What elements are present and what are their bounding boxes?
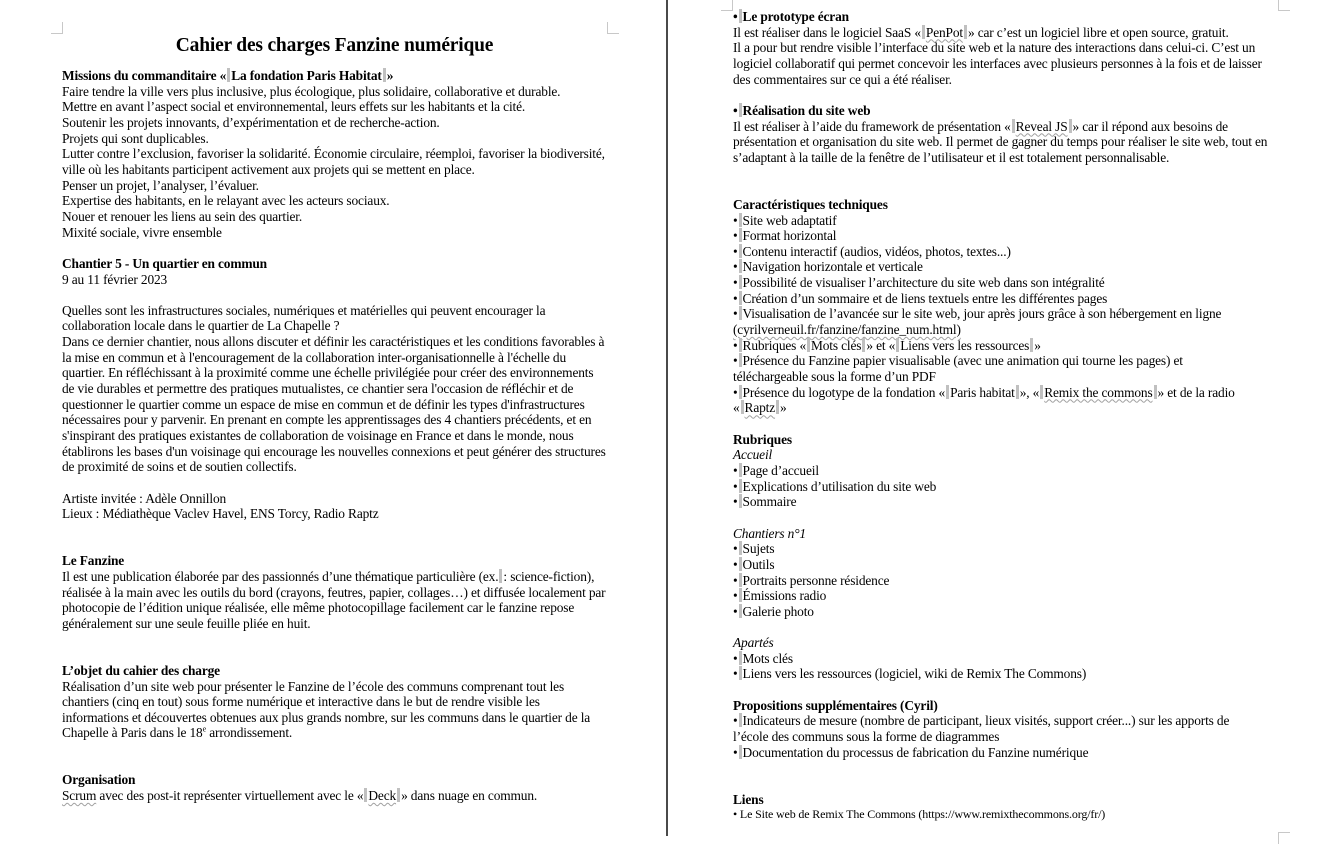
field-mark	[739, 713, 742, 727]
spellcheck-word[interactable]: Deck	[368, 788, 397, 804]
field-mark	[739, 745, 742, 759]
field-mark	[227, 68, 230, 82]
field-mark	[739, 103, 742, 117]
document-page-left[interactable]	[0, 0, 666, 836]
field-mark	[739, 338, 742, 352]
list-item: • Mots clés	[733, 650, 793, 666]
list-item: • Sommaire	[733, 494, 797, 510]
liens-heading: Liens	[733, 791, 764, 807]
list-item: • Outils	[733, 556, 775, 572]
field-mark	[741, 400, 744, 414]
field-mark	[1016, 385, 1019, 399]
chantier-dates: 9 au 11 février 2023	[62, 271, 168, 287]
list-item: • Visualisation de l’avancée sur le site web, jour après jours grâce à son hébergement en ligne	[733, 306, 1222, 322]
chantier-description: Dans ce dernier chantier, nous allons discuter et définir les caractéristiques et les conditions favorables à la mise en commun et à l'encouragement de la collaboration inter-organisationnelle à l'échelle du quartier. En réfléchissant à la proximité comme une échelle privilégiée pour créer des environnements de vie durables et permettre des pratiques mutualistes, ce chantier sera l'occasion de réfléchir et de questionner le quartier comme un espace de mise en commun et de définir les types d'infrastructures nécessaires pour y parvenir. En prenant en compte les apprentissages des 4 chantiers précédents, et en s'inspirant des pratiques existantes de collaboration de voisinage en France et dans le monde, nous établirons les bases d'un voisinage qui encourage les nouvelles connexions et peut générer des structures de proximité de soins et de soutien collectifs.	[62, 334, 606, 475]
caracteristiques-heading: Caractéristiques techniques	[733, 196, 888, 212]
rubrique-group-title: Apartés	[733, 635, 774, 651]
prototype-heading: • Le prototype écran	[733, 9, 849, 24]
field-mark	[964, 25, 967, 39]
list-item: • Indicateurs de mesure (nombre de participant, lieux visités, support créer...) sur les apports de	[733, 713, 1230, 729]
field-mark	[739, 604, 742, 618]
field-mark	[739, 228, 742, 242]
field-mark	[896, 338, 899, 352]
prototype-line: Il est réaliser dans le logiciel SaaS « PenPot » car c’est un logiciel libre et open source, gratuit.	[733, 24, 1229, 40]
list-item: • Navigation horizontale et verticale	[733, 259, 923, 275]
chantier-question: Quelles sont les infrastructures sociales, numériques et matérielles qui peuvent encourager la collaboration locale dans le quartier de La Chapelle ?	[62, 302, 546, 334]
field-mark	[364, 788, 367, 802]
field-mark	[739, 353, 742, 367]
field-mark	[807, 338, 810, 352]
list-item: • Liens vers les ressources (logiciel, wiki de Remix The Commons)	[733, 666, 1087, 682]
document-title: Cahier des charges Fanzine numérique	[175, 35, 494, 56]
spellcheck-word[interactable]: Remix the commons	[1044, 384, 1153, 400]
missions-line: Nouer et renouer les liens au sein des quartier.	[62, 208, 303, 224]
field-mark	[739, 651, 742, 665]
url-line	[733, 322, 1281, 338]
prototype-text: Il a pour but rendre visible l’interface du site web et la nature des interactions dans celui-ci. C’est un logiciel collaboratif qui permet concevoir les interfaces avec plusieurs personnes à la fois et de laisser des commentaires sur ce qui a été réaliser.	[733, 40, 1262, 87]
field-mark	[739, 259, 742, 273]
field-mark	[739, 463, 742, 477]
field-mark	[862, 338, 865, 352]
page-corner-mark	[1278, 832, 1290, 844]
missions-line: Soutenir les projets innovants, d’expérimentation et de recherche-action.	[62, 114, 440, 130]
field-mark	[739, 244, 742, 258]
field-mark	[776, 400, 779, 414]
spellcheck-word[interactable]: Scrum	[62, 788, 97, 804]
missions-line: Mettre en avant l’aspect social et environnemental, leurs effets sur les habitants et la cité.	[62, 99, 526, 115]
field-mark	[1012, 119, 1015, 133]
missions-line: Lutter contre l’exclusion, favoriser la solidarité. Économie circulaire, réemploi, favoriser la biodiversité, ville où les habitants participent activement aux projets qui se mettent en place.	[62, 146, 605, 177]
field-mark	[1154, 385, 1157, 399]
left-page-content[interactable]	[62, 34, 607, 804]
chantier-heading: Chantier 5 - Un quartier en commun	[62, 255, 267, 271]
link-item[interactable]: • Le Site web de Remix The Commons (https://www.remixthecommons.org/fr/)	[733, 807, 1106, 822]
field-mark	[739, 213, 742, 227]
organisation-heading: Organisation	[62, 772, 136, 788]
missions-line: Projets qui sont duplicables.	[62, 130, 209, 146]
list-item-continuation: téléchargeable sous la forme d’un PDF	[733, 369, 936, 385]
field-mark	[739, 275, 742, 289]
field-mark	[739, 385, 742, 399]
list-item: • Contenu interactif (audios, vidéos, photos, textes...)	[733, 243, 1011, 259]
realisation-heading: • Réalisation du site web	[733, 102, 871, 118]
list-item: • Documentation du processus de fabrication du Fanzine numérique	[733, 744, 1089, 760]
list-item-continuation: « Raptz »	[733, 400, 787, 416]
page-corner-mark	[51, 22, 63, 34]
right-page-content[interactable]	[733, 9, 1281, 823]
realisation-text: Il est réaliser à l’aide du framework de présentation « Reveal JS » car il répond aux besoins de présentation et organisation du site web. Il permet de gagner du temps pour réaliser le site web, tout en s’adaptant à la taille de la fenêtre de l’utilisateur et il est totalement personnalisable.	[733, 118, 1268, 165]
field-mark	[739, 557, 742, 571]
propositions-heading: Propositions supplémentaires (Cyril)	[733, 697, 938, 713]
chantier-artist: Artiste invitée : Adèle Onnillon	[62, 490, 227, 506]
page-corner-mark	[721, 0, 733, 11]
hosting-url[interactable]: (cyrilverneuil.fr/fanzine/fanzine_num.html)	[733, 322, 961, 338]
field-mark	[1069, 119, 1072, 133]
rubriques-heading: Rubriques	[733, 431, 792, 447]
list-item-continuation: l’école des communs sous la forme de diagrammes	[733, 729, 1000, 745]
field-mark	[739, 494, 742, 508]
page-corner-mark	[607, 22, 619, 34]
rubrique-group-title: Chantiers n°1	[733, 525, 806, 541]
field-mark	[739, 291, 742, 305]
list-item: • Possibilité de visualiser l’architecture du site web dans son intégralité	[733, 275, 1105, 291]
spellcheck-word[interactable]: PenPot	[925, 24, 963, 40]
objet-text: Réalisation d’un site web pour présenter le Fanzine de l’école des communs comprenant tout les chantiers (cinq en tout) sous forme numérique et interactive dans le but de rendre visible les informations et découvertes obtenues aux plus grands nombre, sur les communs dans le quartier de la Chapelle à Paris dans le 18e arrondissement.	[62, 678, 591, 741]
missions-line: Expertise des habitants, en le relayant avec les acteurs sociaux.	[62, 193, 390, 209]
missions-line: Penser un projet, l’analyser, l’évaluer.	[62, 177, 259, 193]
field-mark	[1030, 338, 1033, 352]
field-mark	[499, 569, 502, 583]
field-mark	[739, 9, 742, 23]
list-item: • Portraits personne résidence	[733, 572, 890, 588]
rubrique-group-title: Accueil	[733, 447, 773, 463]
list-item: • Présence du logotype de la fondation « Paris habitat », « Remix the commons » et de la radio	[733, 384, 1235, 400]
list-item: • Galerie photo	[733, 603, 814, 619]
field-mark	[1040, 385, 1043, 399]
organisation-text: Scrum avec des post-it représenter virtuellement avec le « Deck » dans nuage en commun.	[62, 788, 538, 804]
list-item: • Explications d’utilisation du site web	[733, 478, 937, 494]
list-item: • Création d’un sommaire et de liens textuels entre les différentes pages	[733, 290, 1108, 306]
list-item: • Sujets	[733, 541, 775, 557]
missions-line: Faire tendre la ville vers plus inclusive, plus écologique, plus solidaire, collaborative et durable.	[62, 83, 561, 99]
list-item: • Page d’accueil	[733, 462, 819, 478]
list-item: • Site web adaptatif	[733, 212, 837, 228]
fanzine-heading: Le Fanzine	[62, 553, 125, 569]
list-item: • Rubriques « Mots clés » et « Liens vers les ressources »	[733, 337, 1041, 353]
field-mark	[739, 573, 742, 587]
spellcheck-word[interactable]: Reveal JS	[1015, 118, 1068, 134]
field-mark	[397, 788, 400, 802]
field-mark	[739, 479, 742, 493]
list-item: • Présence du Fanzine papier visualisable (avec une animation qui tourne les pages) et	[733, 353, 1183, 369]
list-item: • Émissions radio	[733, 588, 827, 604]
objet-heading: L’objet du cahier des charge	[62, 662, 220, 678]
field-mark	[946, 385, 949, 399]
field-mark	[383, 68, 386, 82]
missions-line: Mixité sociale, vivre ensemble	[62, 224, 222, 240]
field-mark	[922, 25, 925, 39]
field-mark	[739, 588, 742, 602]
fanzine-text: Il est une publication élaborée par des passionnés d’une thématique particulière (ex. : science-fiction), réalisée à la main avec les outils du bord (crayons, feutres, papier, collages…) et diffusée localement par photocopie de l’édition unique réalisée, elle même photocopillage facilement car le fanzine repose généralement sur une seule feuille pliée en huit.	[62, 568, 606, 631]
field-mark	[739, 541, 742, 555]
missions-heading: Missions du commanditaire « La fondation Paris Habitat »	[62, 68, 394, 83]
list-item: • Format horizontal	[733, 228, 837, 244]
chantier-places: Lieux : Médiathèque Vaclev Havel, ENS Torcy, Radio Raptz	[62, 506, 379, 522]
field-mark	[739, 306, 742, 320]
spellcheck-word[interactable]: Raptz	[744, 400, 776, 416]
field-mark	[739, 666, 742, 680]
